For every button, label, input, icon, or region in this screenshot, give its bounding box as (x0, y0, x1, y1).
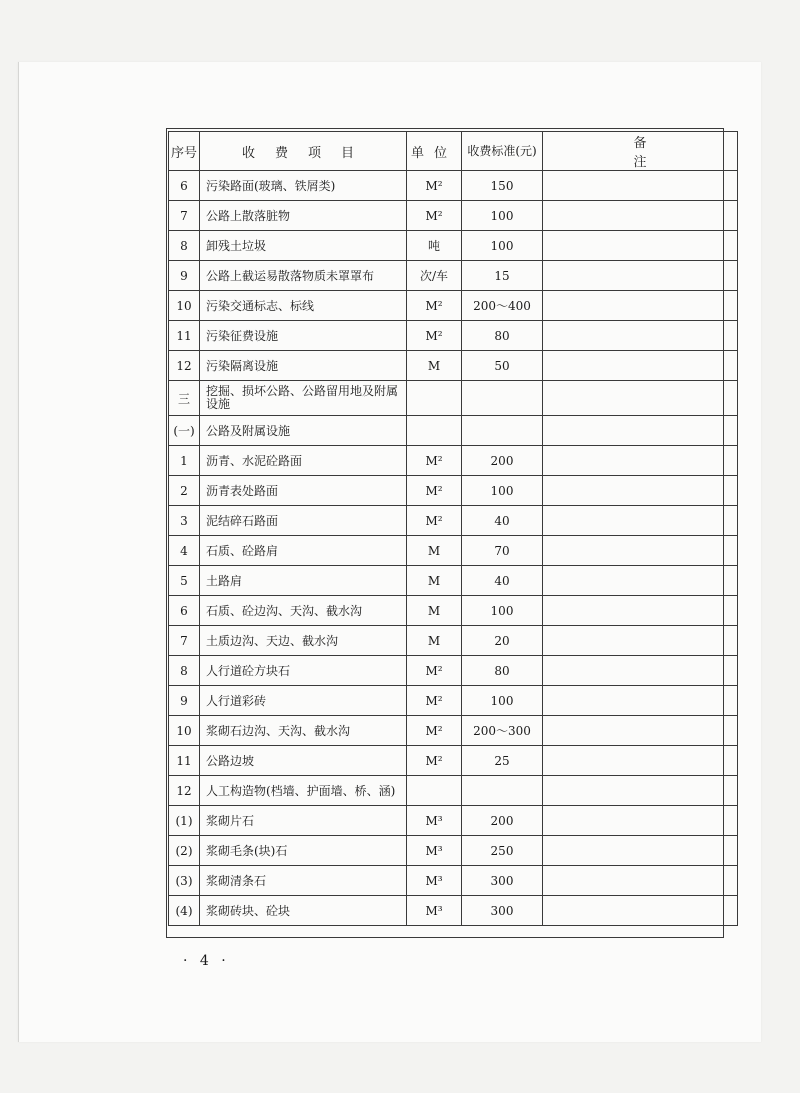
row-unit: M² (407, 476, 462, 506)
fee-table (168, 131, 738, 926)
row-unit: M² (407, 321, 462, 351)
table-row (169, 746, 738, 776)
row-item: 石质、砼路肩 (200, 536, 407, 566)
row-unit: M² (407, 716, 462, 746)
row-no: 1 (169, 446, 200, 476)
table-row (169, 201, 738, 231)
row-no: 11 (169, 746, 200, 776)
table-row (169, 506, 738, 536)
row-fee: 200 (462, 446, 543, 476)
row-unit (407, 416, 462, 446)
row-item: 浆砌砖块、砼块 (200, 896, 407, 926)
row-fee: 100 (462, 596, 543, 626)
row-item: 石质、砼边沟、天沟、截水沟 (200, 596, 407, 626)
row-unit: M (407, 626, 462, 656)
row-item: 人行道彩砖 (200, 686, 407, 716)
row-item: 公路及附属设施 (200, 416, 407, 446)
row-item: 人行道砼方块石 (200, 656, 407, 686)
table-row (169, 416, 738, 446)
row-unit: M³ (407, 806, 462, 836)
table-row (169, 351, 738, 381)
row-item: 浆砌清条石 (200, 866, 407, 896)
header-no: 序号 (169, 132, 200, 171)
row-fee: 100 (462, 201, 543, 231)
row-no: 10 (169, 291, 200, 321)
row-no: 8 (169, 656, 200, 686)
row-no: (1) (169, 806, 200, 836)
row-fee: 100 (462, 231, 543, 261)
row-fee: 80 (462, 321, 543, 351)
row-unit: M (407, 351, 462, 381)
row-fee: 200～400 (462, 291, 543, 321)
row-no: 5 (169, 566, 200, 596)
table-body (169, 171, 738, 926)
row-item: 浆砌片石 (200, 806, 407, 836)
row-fee: 50 (462, 351, 543, 381)
row-fee (462, 416, 543, 446)
row-item: 挖掘、损坏公路、公路留用地及附属设施 (200, 381, 407, 416)
row-fee: 25 (462, 746, 543, 776)
row-no: (4) (169, 896, 200, 926)
row-unit: M² (407, 446, 462, 476)
row-note (543, 686, 738, 716)
row-note (543, 351, 738, 381)
row-item: 公路上截运易散落物质未罩罩布 (200, 261, 407, 291)
row-item: 公路边坡 (200, 746, 407, 776)
table-row (169, 656, 738, 686)
row-fee: 15 (462, 261, 543, 291)
row-unit: M (407, 536, 462, 566)
row-note (543, 416, 738, 446)
row-unit: M² (407, 746, 462, 776)
row-no: 12 (169, 351, 200, 381)
row-no: 7 (169, 626, 200, 656)
row-fee (462, 776, 543, 806)
row-item: 公路上散落脏物 (200, 201, 407, 231)
row-unit: M² (407, 686, 462, 716)
row-item: 沥青表处路面 (200, 476, 407, 506)
row-note (543, 866, 738, 896)
row-fee: 150 (462, 171, 543, 201)
row-fee: 200 (462, 806, 543, 836)
table-row (169, 171, 738, 201)
row-no: (3) (169, 866, 200, 896)
row-no: 6 (169, 596, 200, 626)
row-unit: M (407, 566, 462, 596)
row-no: 12 (169, 776, 200, 806)
row-item: 沥青、水泥砼路面 (200, 446, 407, 476)
row-unit (407, 381, 462, 416)
row-unit: M³ (407, 836, 462, 866)
row-no: 2 (169, 476, 200, 506)
row-note (543, 806, 738, 836)
row-note (543, 291, 738, 321)
table-row (169, 626, 738, 656)
header-note-a: 备 (633, 136, 647, 151)
row-fee: 40 (462, 566, 543, 596)
row-no: 9 (169, 686, 200, 716)
header-note (543, 132, 738, 171)
table-header-row (169, 132, 738, 171)
table-row (169, 686, 738, 716)
row-fee: 200～300 (462, 716, 543, 746)
row-note (543, 321, 738, 351)
row-item: 泥结碎石路面 (200, 506, 407, 536)
row-fee: 70 (462, 536, 543, 566)
row-note (543, 896, 738, 926)
row-no: (2) (169, 836, 200, 866)
row-item: 污染隔离设施 (200, 351, 407, 381)
row-unit: M² (407, 291, 462, 321)
row-unit: M² (407, 171, 462, 201)
row-note (543, 626, 738, 656)
row-unit: M² (407, 656, 462, 686)
table-row (169, 321, 738, 351)
table-row (169, 536, 738, 566)
row-note (543, 596, 738, 626)
row-fee: 100 (462, 686, 543, 716)
table-row (169, 866, 738, 896)
row-fee (462, 381, 543, 416)
header-unit: 单位 (407, 132, 462, 171)
row-no: 10 (169, 716, 200, 746)
table-row (169, 446, 738, 476)
page-number: · 4 · (183, 953, 230, 969)
row-unit: M³ (407, 896, 462, 926)
row-item: 土路肩 (200, 566, 407, 596)
row-unit: 吨 (407, 231, 462, 261)
row-no: 三 (169, 381, 200, 416)
table-row (169, 566, 738, 596)
table-row (169, 596, 738, 626)
row-note (543, 716, 738, 746)
table-row (169, 381, 738, 416)
row-fee: 250 (462, 836, 543, 866)
row-note (543, 656, 738, 686)
row-unit: 次/车 (407, 261, 462, 291)
row-note (543, 201, 738, 231)
row-unit: M³ (407, 866, 462, 896)
row-no: 9 (169, 261, 200, 291)
row-unit: M² (407, 201, 462, 231)
header-fee: 收费标准(元) (462, 132, 543, 171)
row-no: 11 (169, 321, 200, 351)
row-note (543, 746, 738, 776)
row-item: 浆砌毛条(块)石 (200, 836, 407, 866)
row-fee: 300 (462, 896, 543, 926)
row-item: 污染交通标志、标线 (200, 291, 407, 321)
row-note (543, 446, 738, 476)
row-no: 8 (169, 231, 200, 261)
row-note (543, 381, 738, 416)
header-item: 收费项目 (200, 132, 407, 171)
row-unit (407, 776, 462, 806)
row-item: 污染征费设施 (200, 321, 407, 351)
row-note (543, 171, 738, 201)
table-row (169, 291, 738, 321)
row-note (543, 476, 738, 506)
row-fee: 20 (462, 626, 543, 656)
row-note (543, 261, 738, 291)
row-note (543, 506, 738, 536)
row-note (543, 536, 738, 566)
table-row (169, 261, 738, 291)
row-fee: 100 (462, 476, 543, 506)
header-note-b: 注 (633, 155, 647, 170)
row-item: 浆砌石边沟、天沟、截水沟 (200, 716, 407, 746)
row-fee: 80 (462, 656, 543, 686)
row-unit: M (407, 596, 462, 626)
row-no: 6 (169, 171, 200, 201)
row-note (543, 776, 738, 806)
table-row (169, 716, 738, 746)
row-item: 人工构造物(档墙、护面墙、桥、涵) (200, 776, 407, 806)
row-no: (一) (169, 416, 200, 446)
row-fee: 40 (462, 506, 543, 536)
row-fee: 300 (462, 866, 543, 896)
row-item: 卸残土垃圾 (200, 231, 407, 261)
row-no: 4 (169, 536, 200, 566)
table-row (169, 896, 738, 926)
table-row (169, 806, 738, 836)
row-note (543, 836, 738, 866)
row-note (543, 231, 738, 261)
table-row (169, 231, 738, 261)
row-item: 土质边沟、天边、截水沟 (200, 626, 407, 656)
row-item: 污染路面(玻璃、铁屑类) (200, 171, 407, 201)
table-row (169, 836, 738, 866)
row-unit: M² (407, 506, 462, 536)
row-no: 7 (169, 201, 200, 231)
table-row (169, 776, 738, 806)
table-row (169, 476, 738, 506)
row-note (543, 566, 738, 596)
row-no: 3 (169, 506, 200, 536)
